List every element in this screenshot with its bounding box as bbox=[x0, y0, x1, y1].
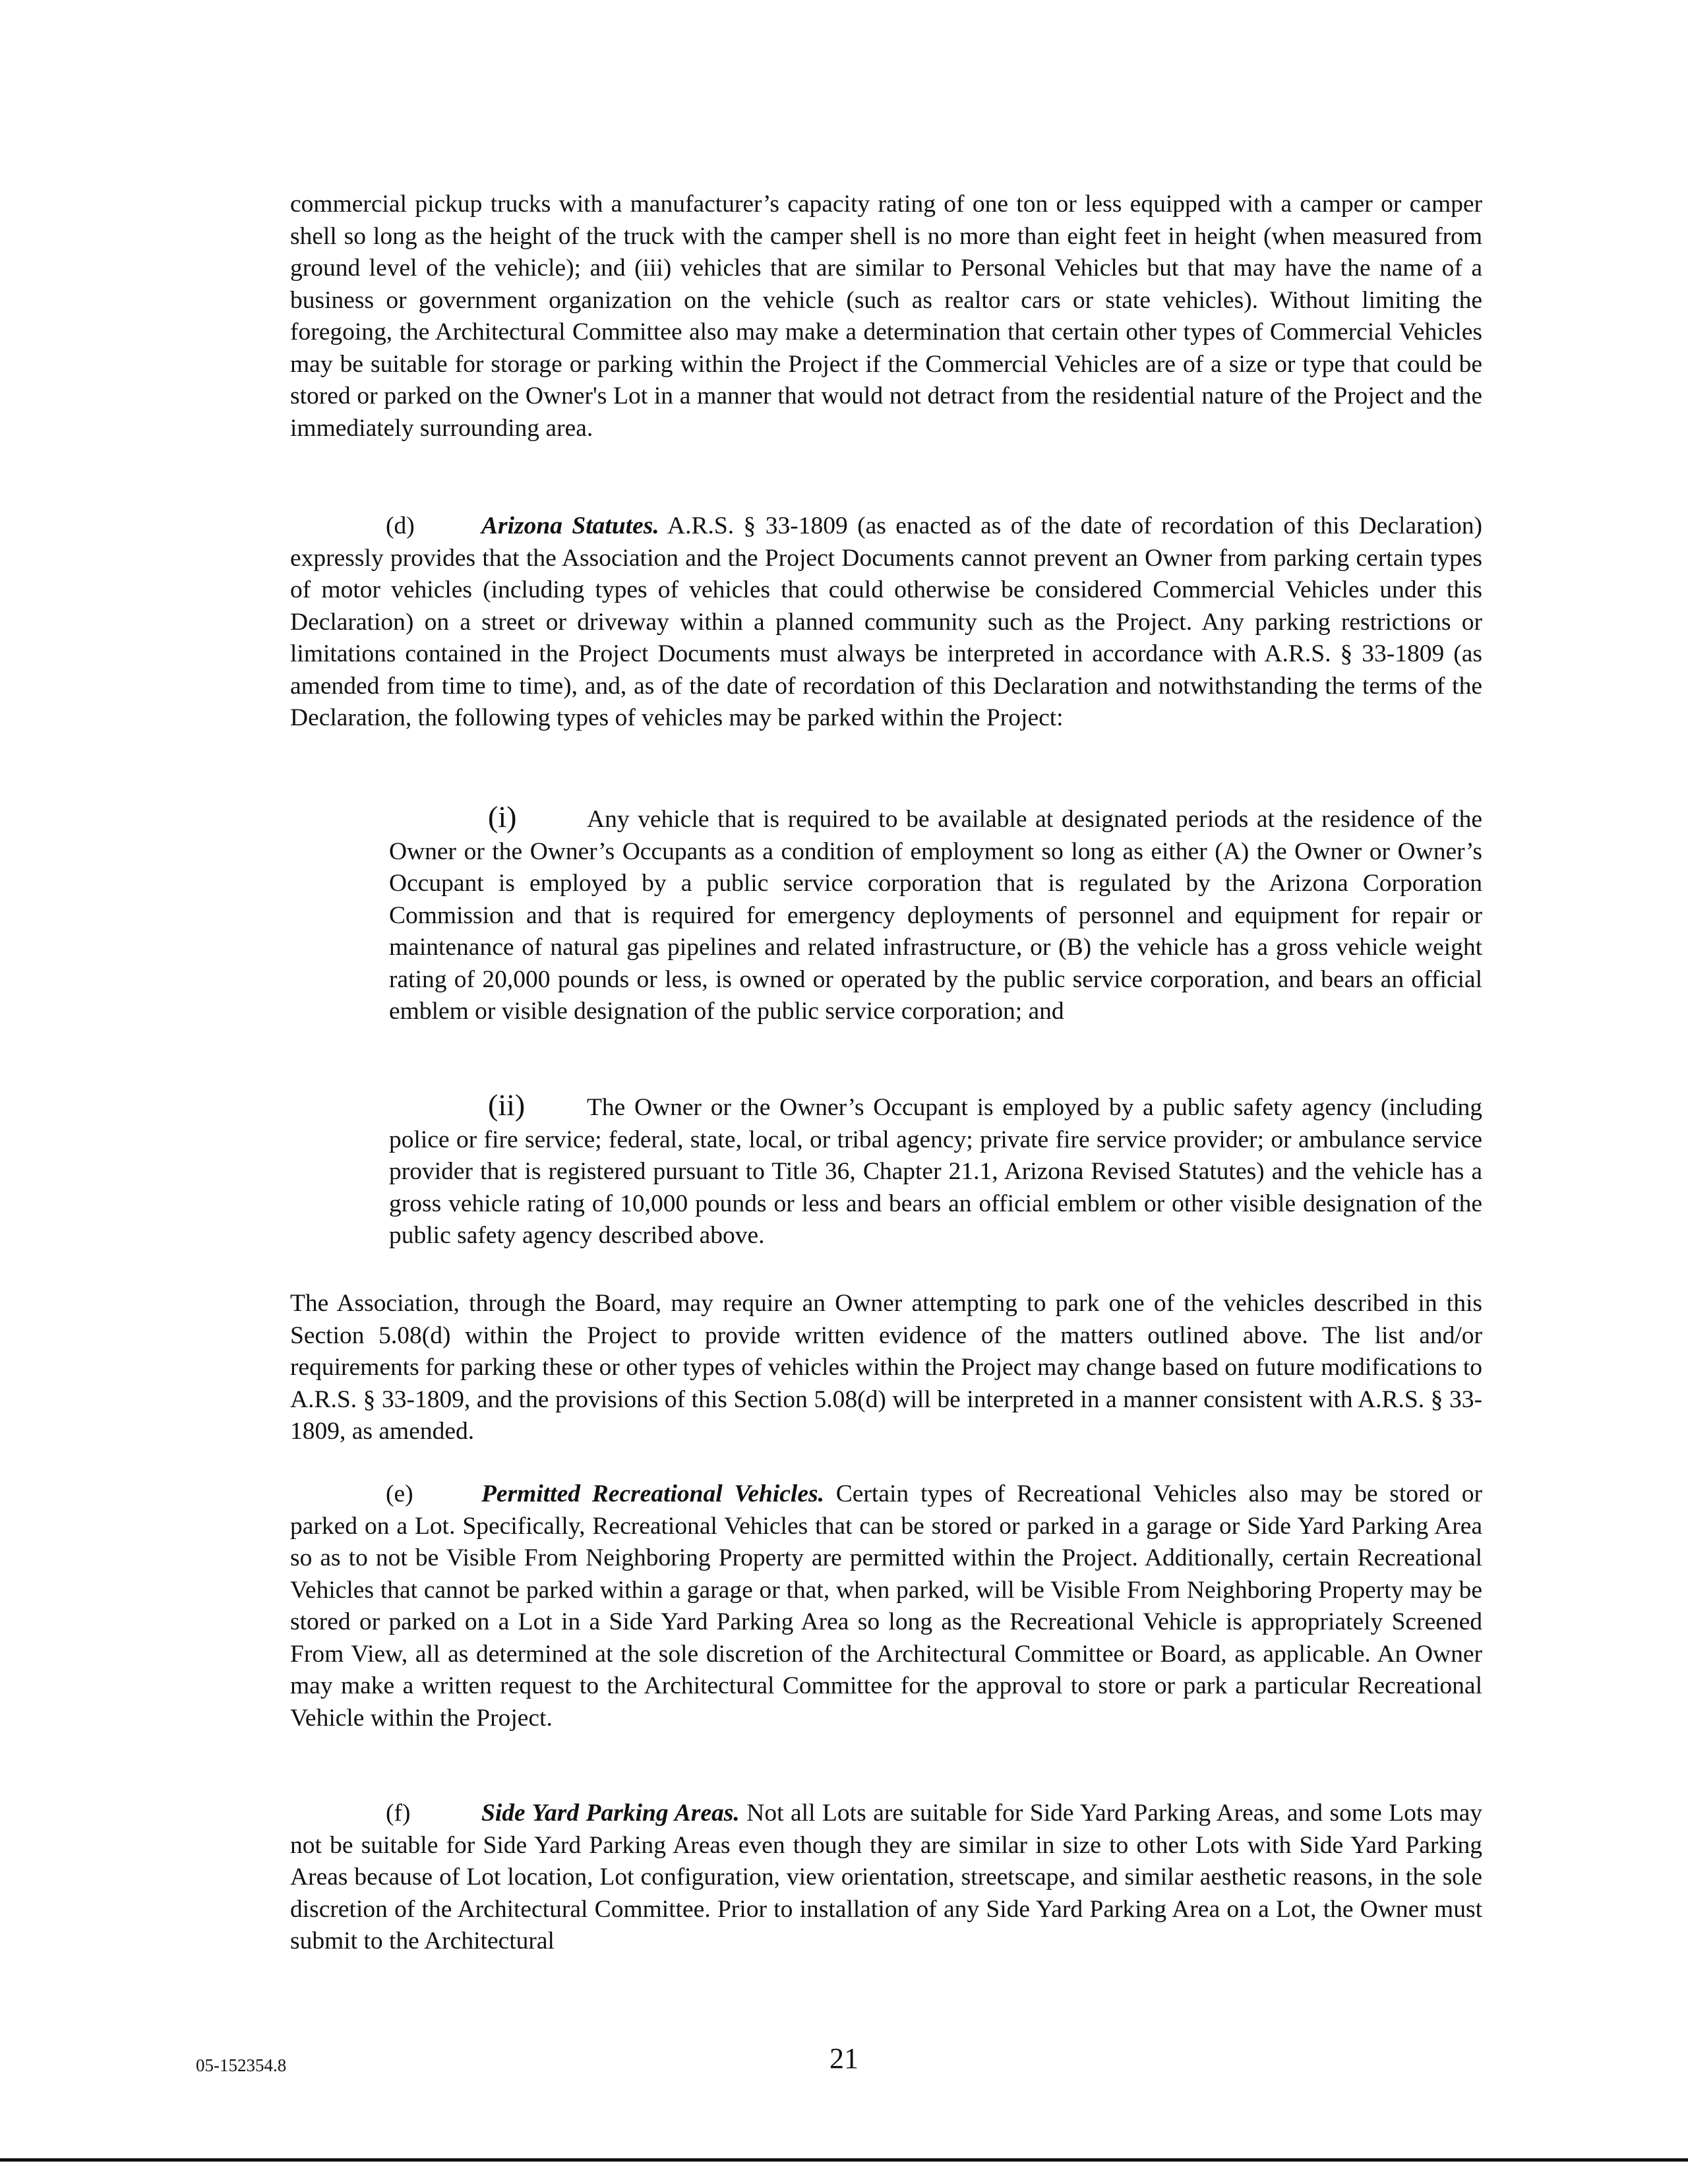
paragraph-label: (f) bbox=[386, 1800, 411, 1827]
subparagraph-label: (i) bbox=[488, 800, 517, 834]
bottom-border-line bbox=[0, 2158, 1688, 2162]
paragraph-body: A.R.S. § 33-1809 (as enacted as of the date of recordation of this Declaration) expressly provides that the Association and the Project Documents cannot prevent an Owner from parking certain types of motor vehicles (including types of vehicles that could otherwise be considered Commercial Vehicles under this Declaration) on a street or driveway within a planned community such as the Project. Any parking restrictions or limitations contained in the Project Documents must always be interpreted in accordance with A.R.S. § 33-1809 (as amended from time to time), and, as of the date of recordation of this Declaration and notwithstanding the terms of the Declaration, the following types of vehicles may be parked within the Project: bbox=[290, 512, 1482, 731]
section-heading: Permitted Recreational Vehicles. bbox=[481, 1480, 824, 1507]
paragraph-body: Not all Lots are suitable for Side Yard Parking Areas, and some Lots may not be suitable for Side Yard Parking Areas even though they are similar in size to other Lots with Side Yard Parking Areas because of Lot location, Lot configuration, view orientation, streetscape, and similar aesthetic reasons, in the sole discretion of the Architectural Committee. Prior to installation of any Side Yard Parking Area on a Lot, the Owner must submit to the Architectural bbox=[290, 1800, 1482, 1955]
subparagraph-ii bbox=[389, 1089, 1482, 1252]
section-heading: Arizona Statutes. bbox=[481, 512, 659, 539]
paragraph-d-arizona-statutes bbox=[290, 510, 1482, 735]
page-number: 21 bbox=[829, 2042, 859, 2075]
paragraph-association-requirements: The Association, through the Board, may require an Owner attempting to park one of the vehicles described in this Section 5.08(d) within the Project to provide written evidence of the matters outlined above. The list and/or requirements for parking these or other types of vehicles within the Project may change based on future modifications to A.R.S. § 33-1809, and the provisions of this Section 5.08(d) will be interpreted in a manner consistent with A.R.S. § 33-1809, as amended. bbox=[290, 1290, 1482, 1445]
subparagraph-body: Any vehicle that is required to be available at designated periods at the residence of the Owner or the Owner’s Occupants as a condition of employment so long as either (A) the Owner or Owner’s Occupant is employed by a public service corporation that is regulated by the Arizona Corporation Commission and that is required for emergency deployments of personnel and equipment for repair or maintenance of natural gas pipelines and related infrastructure, or (B) the vehicle has a gross vehicle weight rating of 20,000 pounds or less, is owned or operated by the public service corporation, and bears an official emblem or visible designation of the public service corporation; and bbox=[389, 806, 1482, 1025]
document-number: 05-152354.8 bbox=[196, 2055, 287, 2075]
paragraph-e-recreational-vehicles bbox=[290, 1478, 1482, 1734]
section-heading: Side Yard Parking Areas. bbox=[481, 1800, 740, 1827]
paragraph-label: (e) bbox=[386, 1480, 413, 1507]
paragraph-body: Certain types of Recreational Vehicles also may be stored or parked on a Lot. Specifically, Recreational Vehicles that can be stored or parked in a garage or Side Yard Parking Area so as to not be Visible From Neighboring Property are permitted within the Project. Additionally, certain Recreational Vehicles that cannot be parked within a garage or that, when parked, will be Visible From Neighboring Property may be stored or parked on a Lot in a Side Yard Parking Area so long as the Recreational Vehicle is appropriately Screened From View, all as determined at the sole discretion of the Architectural Committee or Board, as applicable. An Owner may make a written request to the Architectural Committee for the approval to store or park a particular Recreational Vehicle within the Project. bbox=[290, 1480, 1482, 1732]
subparagraph-body: The Owner or the Owner’s Occupant is employed by a public safety agency (including police or fire service; federal, state, local, or tribal agency; private fire service provider; or ambulance service provider that is registered pursuant to Title 36, Chapter 21.1, Arizona Revised Statutes) and the vehicle has a gross vehicle rating of 10,000 pounds or less and bears an official emblem or other visible designation of the public safety agency described above. bbox=[389, 1094, 1482, 1249]
paragraph-commercial-vehicles: commercial pickup trucks with a manufacturer’s capacity rating of one ton or less equipped with a camper or camper shell so long as the height of the truck with the camper shell is no more than eight feet in height (when measured from ground level of the vehicle); and (iii) vehicles that are similar to Personal Vehicles but that may have the name of a business or government organization on the vehicle (such as realtor cars or state vehicles). Without limiting the foregoing, the Architectural Committee also may make a determination that certain other types of Commercial Vehicles may be suitable for storage or parking within the Project if the Commercial Vehicles are of a size or type that could be stored or parked on the Owner's Lot in a manner that would not detract from the residential nature of the Project and the immediately surrounding area. bbox=[290, 191, 1482, 442]
paragraph-label: (d) bbox=[386, 512, 415, 539]
subparagraph-label: (ii) bbox=[488, 1088, 526, 1122]
paragraph-f-side-yard-parking bbox=[290, 1798, 1482, 1958]
subparagraph-i bbox=[389, 801, 1482, 1028]
